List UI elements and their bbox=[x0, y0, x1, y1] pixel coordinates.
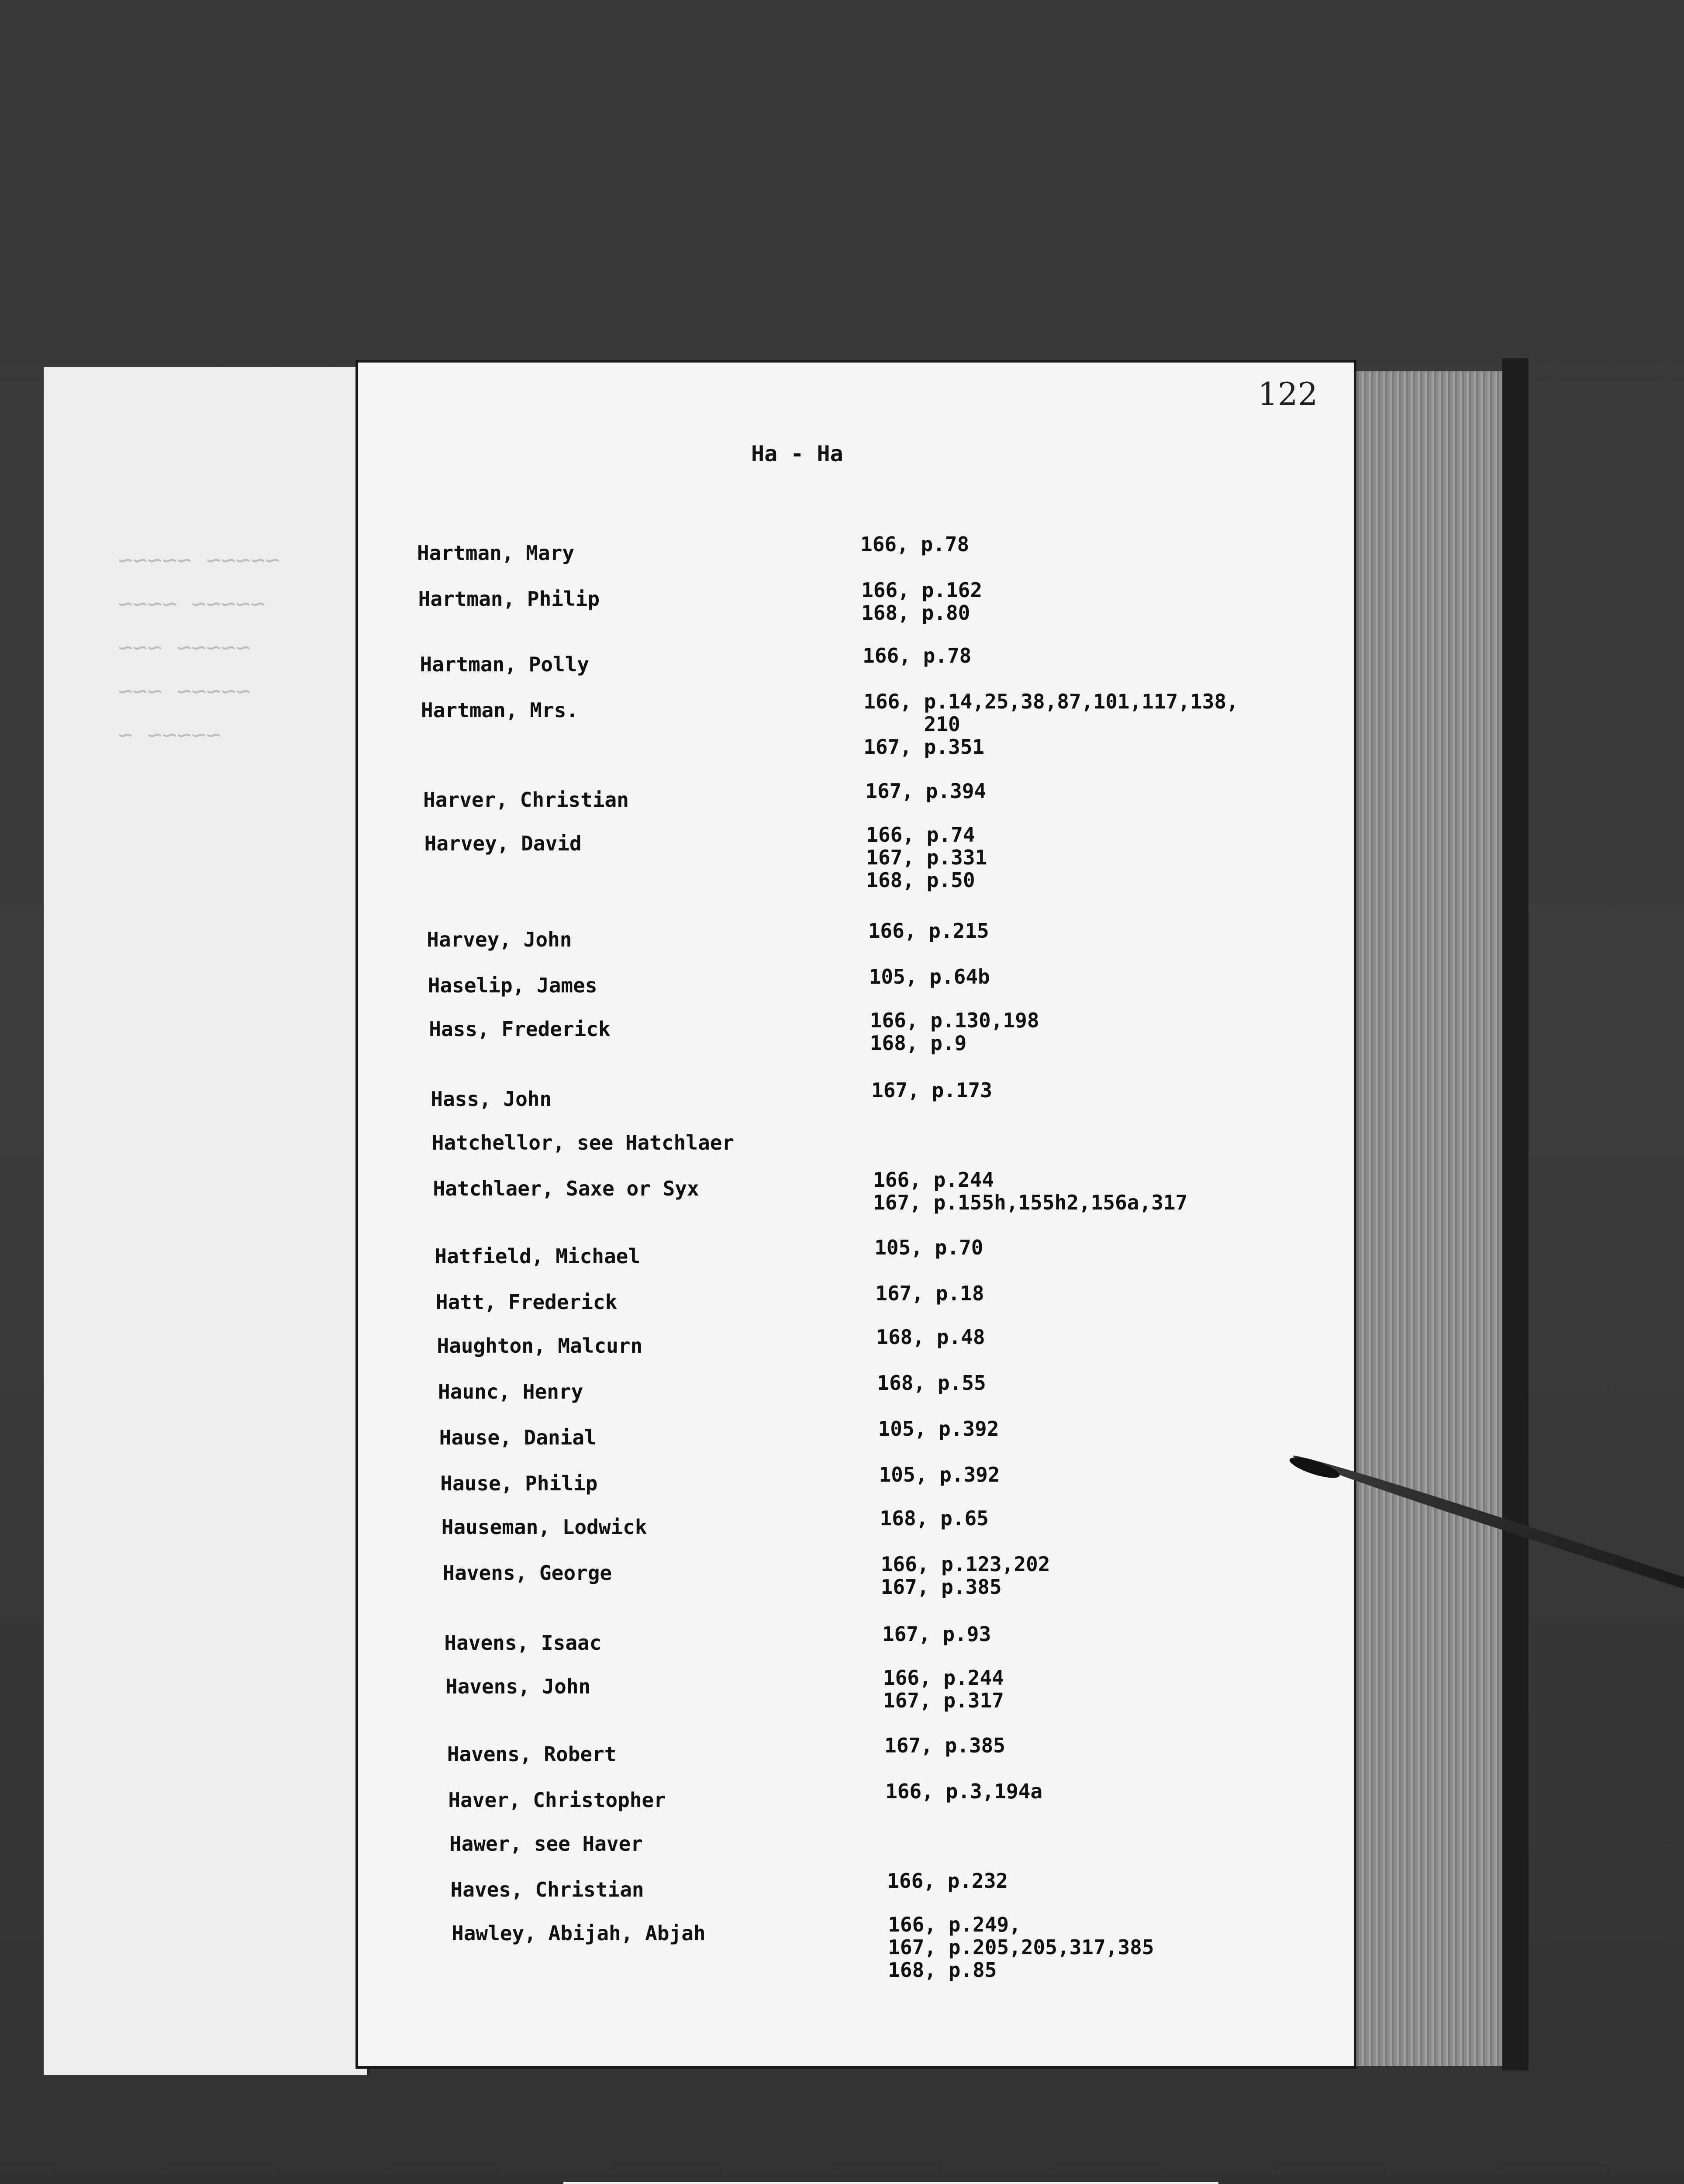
entry-reference-line: 105, p.392 bbox=[879, 1463, 1000, 1486]
entry-reference-line: 167, p.93 bbox=[882, 1622, 991, 1646]
entry-name: Hass, Frederick bbox=[429, 1017, 611, 1041]
entry-references bbox=[885, 1780, 1042, 1803]
entry-name: Havens, John bbox=[445, 1675, 591, 1698]
entry-reference-line: 167, p.317 bbox=[883, 1689, 1004, 1712]
entry-name: Haves, Christian bbox=[450, 1878, 644, 1901]
entry-reference-line: 166, p.3,194a bbox=[885, 1780, 1043, 1803]
entry-references bbox=[871, 1079, 992, 1102]
entry-reference-line: 167, p.173 bbox=[871, 1078, 992, 1102]
entry-references bbox=[877, 1372, 986, 1394]
entry-name: Hartman, Mrs. bbox=[421, 698, 579, 722]
entry-references bbox=[861, 579, 982, 624]
entry-reference-line: 167, p.331 bbox=[866, 846, 987, 869]
entry-reference-line: 166, p.232 bbox=[887, 1869, 1008, 1893]
entry-name: Hatchlaer, Saxe or Syx bbox=[433, 1177, 699, 1200]
entry-name: Haughton, Malcurn bbox=[437, 1334, 643, 1358]
page-number: 122 bbox=[1258, 376, 1318, 412]
entry-references bbox=[887, 1870, 1008, 1892]
entry-reference-line: 166, p.215 bbox=[868, 919, 989, 943]
entry-name: Harvey, David bbox=[424, 832, 582, 855]
entry-name: Haselip, James bbox=[428, 974, 597, 997]
entry-references bbox=[875, 1282, 984, 1305]
entry-references bbox=[866, 823, 987, 892]
entry-reference-line: 166, p.249, bbox=[888, 1913, 1021, 1936]
entry-name: Hatfield, Michael bbox=[435, 1244, 641, 1268]
entry-name: Havens, Isaac bbox=[444, 1631, 602, 1655]
entry-reference-line: 105, p.64b bbox=[869, 965, 990, 988]
entry-reference-line: 168, p.50 bbox=[866, 868, 975, 892]
entry-reference-line: 167, p.385 bbox=[880, 1575, 1002, 1599]
entry-references bbox=[878, 1417, 999, 1440]
entry-name: Hauseman, Lodwick bbox=[441, 1515, 647, 1539]
caption-label bbox=[563, 2182, 1218, 2184]
entry-name: Havens, Robert bbox=[447, 1742, 617, 1766]
entry-name: Haver, Christopher bbox=[448, 1788, 666, 1812]
entry-name: Hartman, Mary bbox=[417, 541, 575, 565]
entry-reference-line: 167, p.351 bbox=[863, 735, 985, 759]
facing-page-left bbox=[44, 367, 369, 2075]
entry-reference-line: 166, p.130,198 bbox=[870, 1009, 1039, 1032]
entry-references bbox=[883, 1666, 1004, 1712]
entry-reference-line: 210 bbox=[863, 712, 960, 736]
entry-name: Haunc, Henry bbox=[438, 1380, 583, 1403]
entry-references bbox=[860, 533, 969, 556]
entry-reference-line: 166, p.244 bbox=[873, 1168, 994, 1192]
entry-references bbox=[863, 690, 1239, 758]
entry-reference-line: 168, p.85 bbox=[888, 1958, 997, 1982]
entry-references bbox=[863, 644, 971, 667]
entry-name: Havens, George bbox=[442, 1561, 612, 1585]
entry-reference-line: 105, p.70 bbox=[874, 1236, 983, 1259]
entry-references bbox=[880, 1507, 989, 1530]
entry-reference-line: 168, p.9 bbox=[870, 1031, 967, 1055]
entry-references bbox=[874, 1236, 983, 1259]
entry-name: Hass, John bbox=[431, 1087, 552, 1111]
bleed-through-text: ~~~~~ ~ bbox=[118, 721, 221, 749]
entry-reference-line: 166, p.244 bbox=[883, 1666, 1004, 1690]
entry-references bbox=[888, 1913, 1154, 1981]
entry-references bbox=[881, 1553, 1050, 1598]
entry-reference-line: 167, p.155h,155h2,156a,317 bbox=[873, 1191, 1188, 1214]
entry-reference-line: 168, p.65 bbox=[880, 1507, 989, 1530]
entry-reference-line: 168, p.48 bbox=[876, 1325, 985, 1349]
entry-name: Hatt, Frederick bbox=[435, 1290, 618, 1314]
entry-references bbox=[873, 1168, 1187, 1214]
entry-reference-line: 167, p.394 bbox=[865, 779, 987, 803]
bleed-through-text: ~~~~~ ~~~~ bbox=[118, 590, 266, 618]
entry-name: Hartman, Polly bbox=[420, 653, 590, 676]
entry-reference-line: 167, p.385 bbox=[884, 1734, 1005, 1757]
entry-reference-line: 167, p.205,205,317,385 bbox=[888, 1935, 1154, 1959]
entry-reference-line: 166, p.123,202 bbox=[880, 1552, 1050, 1576]
bleed-through-text: ~~~~~ ~~~ bbox=[118, 633, 251, 662]
entry-reference-line: 166, p.78 bbox=[860, 532, 970, 556]
entry-references bbox=[869, 965, 990, 988]
entry-references bbox=[876, 1326, 985, 1348]
entry-references bbox=[865, 780, 986, 802]
entry-reference-line: 168, p.80 bbox=[861, 601, 970, 625]
entry-reference-line: 166, p.74 bbox=[866, 823, 975, 847]
entry-name: Hause, Danial bbox=[439, 1426, 597, 1449]
entry-references bbox=[884, 1734, 1005, 1757]
entry-references bbox=[879, 1463, 1000, 1486]
section-heading: Ha - Ha bbox=[751, 441, 843, 467]
entry-name: Harvey, John bbox=[427, 928, 572, 951]
entry-references bbox=[868, 919, 989, 942]
entry-reference-line: 168, p.55 bbox=[877, 1371, 986, 1395]
entry-name: Hawer, see Haver bbox=[449, 1832, 643, 1856]
book-cover-edge bbox=[1502, 358, 1529, 2070]
entry-reference-line: 167, p.18 bbox=[875, 1282, 984, 1305]
entry-name: Hause, Philip bbox=[440, 1472, 598, 1495]
entry-reference-line: 166, p.14,25,38,87,101,117,138, bbox=[863, 690, 1239, 713]
entry-reference-line: 166, p.78 bbox=[863, 644, 972, 667]
entry-reference-line: 166, p.162 bbox=[861, 578, 983, 602]
entry-name: Hartman, Philip bbox=[418, 587, 600, 611]
entry-references bbox=[870, 1009, 1039, 1054]
entry-reference-line: 105, p.392 bbox=[878, 1417, 999, 1441]
bleed-through-text: ~~~~~ ~~~ bbox=[118, 677, 251, 705]
bleed-through-text: ~~~~~ ~~~~~ bbox=[118, 546, 280, 574]
book-page-edges bbox=[1345, 371, 1507, 2066]
entry-name: Hawley, Abijah, Abjah bbox=[452, 1921, 706, 1945]
entry-name: Hatchellor, see Hatchlaer bbox=[431, 1131, 735, 1154]
entry-name: Harver, Christian bbox=[423, 788, 629, 812]
entry-references bbox=[882, 1623, 991, 1645]
